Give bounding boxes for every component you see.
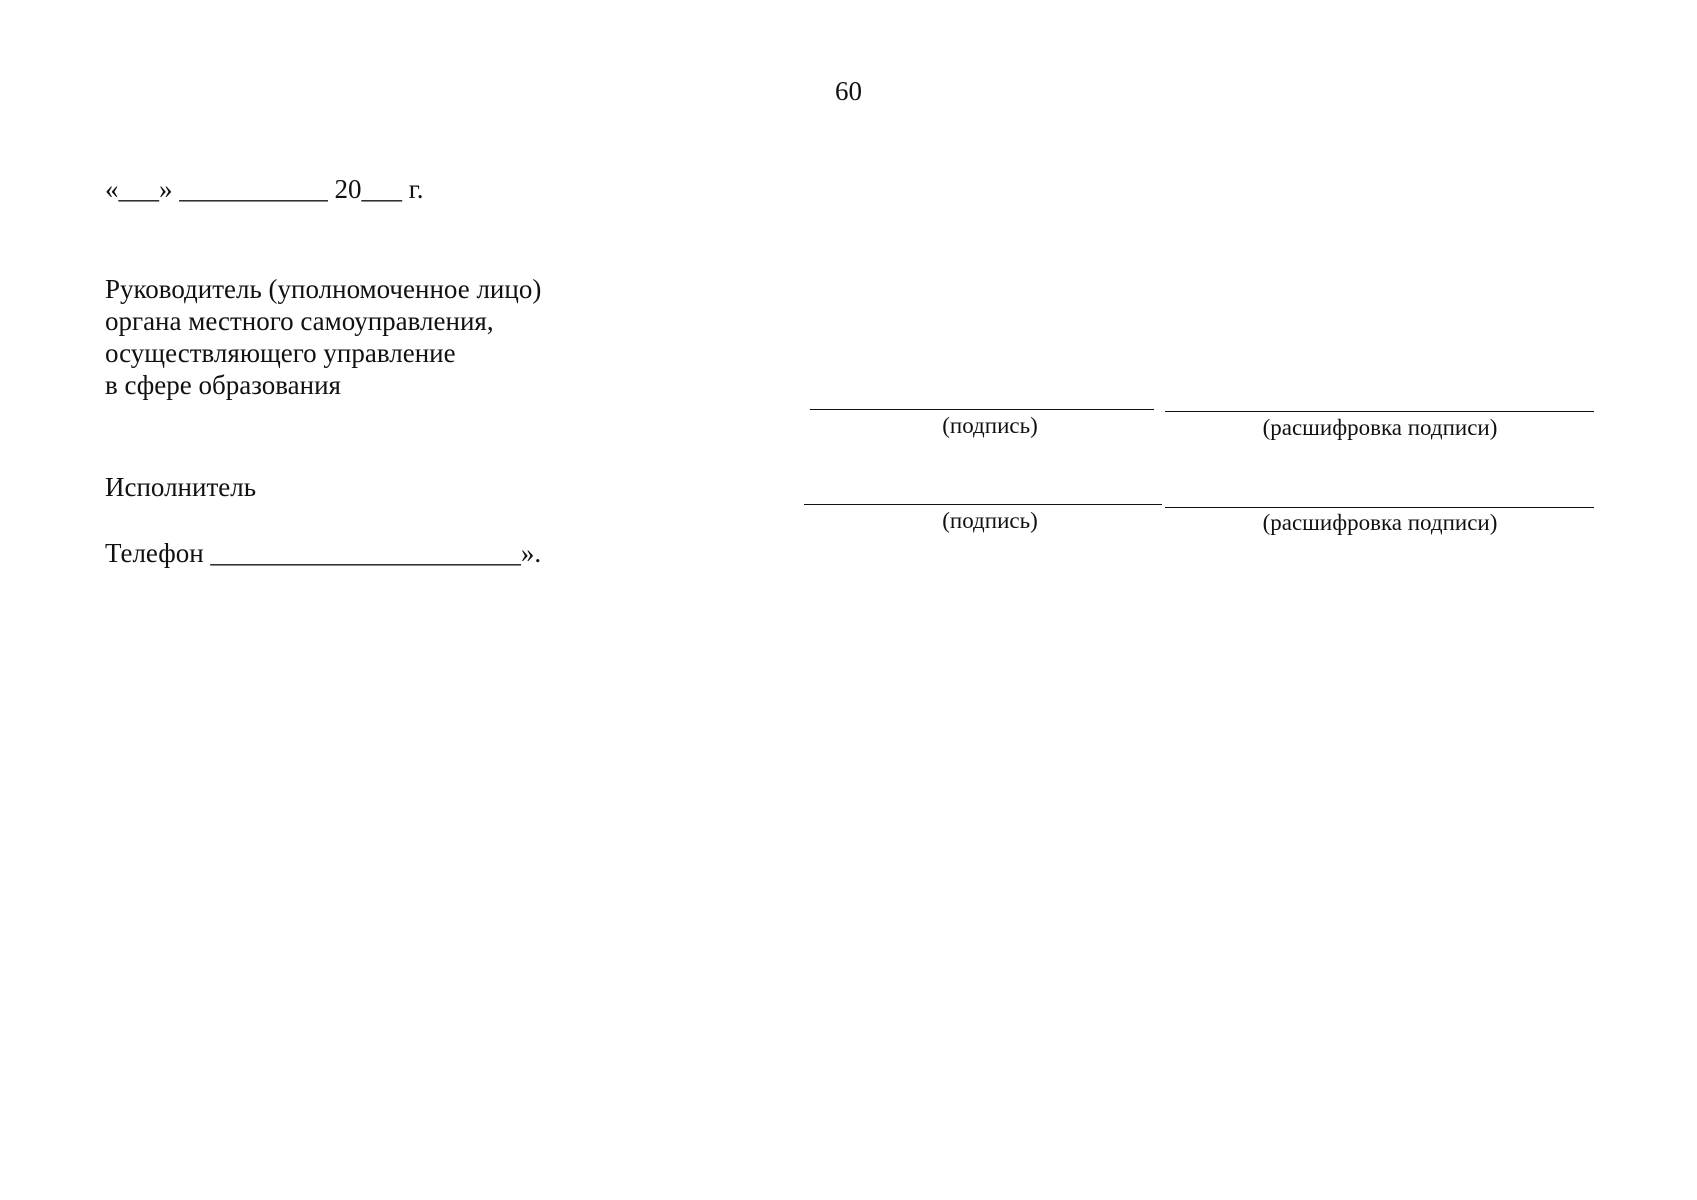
signature-decoding-caption: (расшифровка подписи) xyxy=(1262,510,1498,535)
signature-decoding-line xyxy=(1165,411,1594,412)
phone-line: Телефон _______________________». xyxy=(105,538,542,568)
executor-label: Исполнитель xyxy=(105,472,257,502)
position-line: Руководитель (уполномоченное лицо) xyxy=(105,274,542,304)
position-line: органа местного самоуправления, xyxy=(105,306,494,336)
date-line: «___» ___________ 20___ г. xyxy=(105,174,424,204)
page-number: 60 xyxy=(835,76,862,106)
signature-caption: (подпись) xyxy=(942,508,1038,533)
signature-line xyxy=(804,504,1162,505)
position-line: в сфере образования xyxy=(105,370,341,400)
signature-caption: (подпись) xyxy=(942,413,1038,438)
signature-decoding-line xyxy=(1165,507,1594,508)
signature-decoding-caption: (расшифровка подписи) xyxy=(1262,415,1498,440)
signature-line xyxy=(810,409,1154,410)
position-line: осуществляющего управление xyxy=(105,338,456,368)
official-position-block xyxy=(105,273,541,401)
